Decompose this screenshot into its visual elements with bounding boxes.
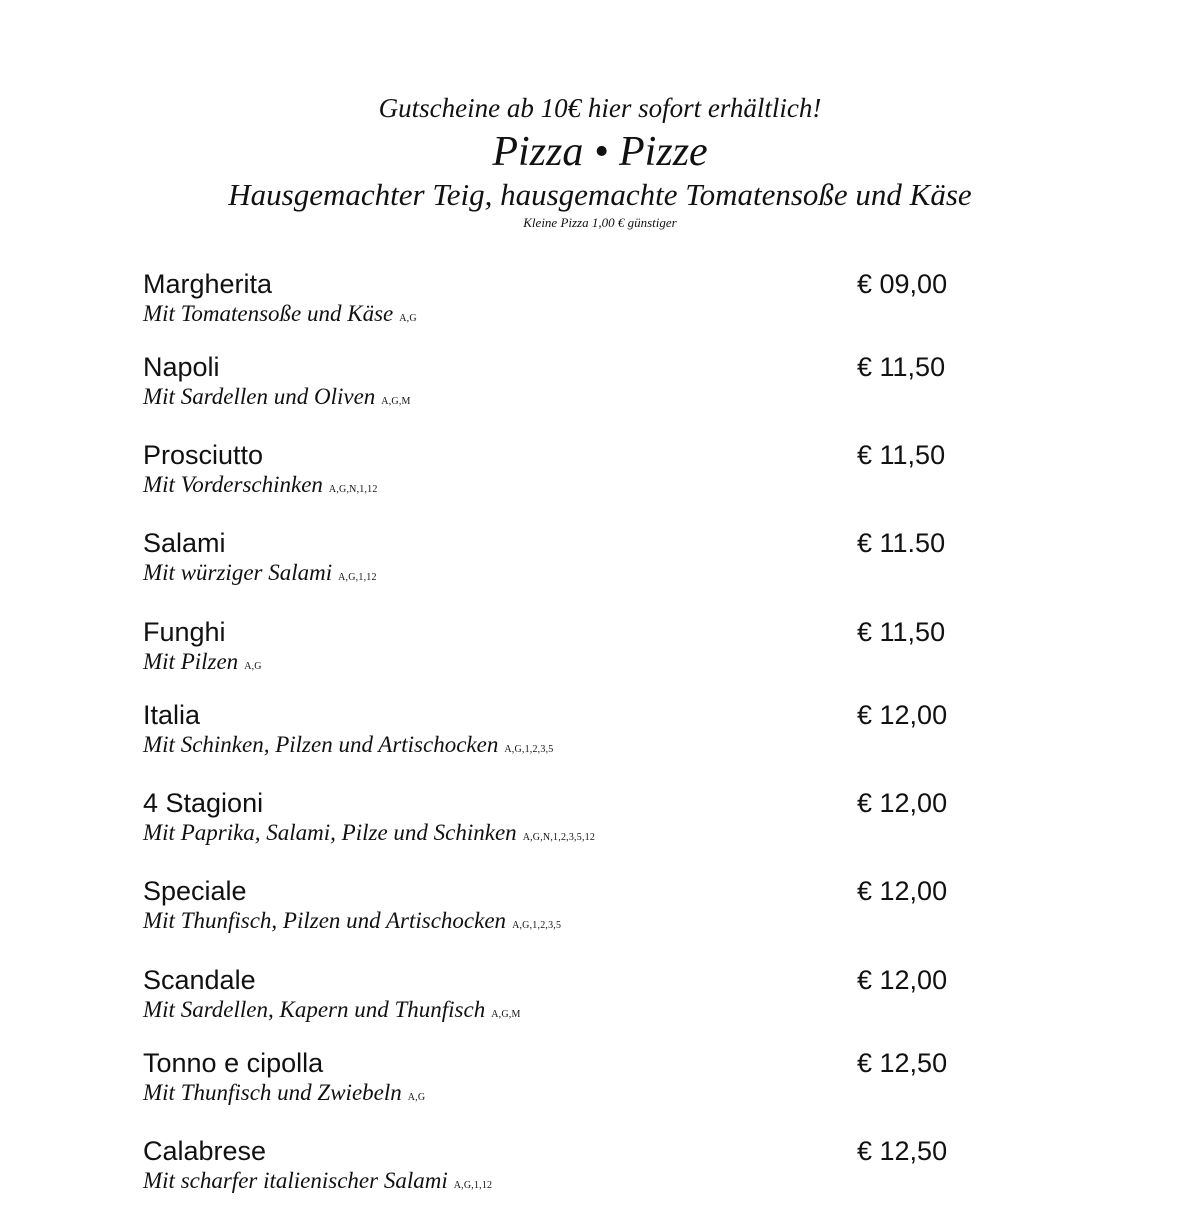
- item-price: € 11,50: [857, 440, 946, 470]
- item-description-text: Mit scharfer italienischer Salami: [143, 1168, 448, 1193]
- item-description: [143, 1079, 425, 1112]
- menu-item: [143, 787, 963, 857]
- item-description-text: Mit Sardellen und Oliven: [143, 384, 376, 409]
- menu-item: [143, 964, 963, 1034]
- item-price: € 11,50: [857, 617, 946, 647]
- item-price: € 11.50: [857, 528, 946, 558]
- item-name: Napoli: [143, 352, 220, 382]
- item-description: [143, 819, 595, 852]
- item-allergens: A,G,N,1,12: [328, 484, 378, 495]
- item-description: [143, 648, 262, 681]
- item-name: Speciale: [143, 876, 247, 906]
- item-description: [143, 907, 561, 940]
- item-allergens: A,G,M: [381, 396, 411, 407]
- item-description: [143, 471, 378, 504]
- item-price: € 12,50: [857, 1136, 948, 1166]
- item-description-text: Mit Vorderschinken: [143, 472, 323, 497]
- item-allergens: A,G,M: [491, 1009, 521, 1020]
- item-name: Scandale: [143, 965, 256, 995]
- item-description-text: Mit Sardellen, Kapern und Thunfisch: [143, 997, 486, 1022]
- menu-item: [143, 439, 963, 509]
- menu-item: [143, 1135, 963, 1205]
- menu-item: [143, 1047, 963, 1117]
- item-allergens: A,G,1,2,3,5: [512, 920, 562, 931]
- item-name: 4 Stagioni: [143, 788, 264, 818]
- item-description: [143, 383, 411, 416]
- small-pizza-note: Kleine Pizza 1,00 € günstiger: [523, 215, 677, 230]
- item-description: [143, 1167, 492, 1200]
- menu-item: [143, 699, 963, 769]
- item-allergens: A,G,N,1,2,3,5,12: [522, 832, 596, 843]
- item-description-text: Mit Pilzen: [143, 649, 239, 674]
- page-subtitle: Hausgemachter Teig, hausgemachte Tomatensoße und Käse: [228, 177, 972, 212]
- item-name: Funghi: [143, 617, 226, 647]
- item-price: € 12,50: [857, 1048, 948, 1078]
- item-name: Italia: [143, 700, 201, 730]
- item-name: Calabrese: [143, 1136, 267, 1166]
- item-price: € 12,00: [857, 700, 948, 730]
- voucher-notice: Gutscheine ab 10€ hier sofort erhältlich!: [378, 93, 822, 123]
- item-name: Prosciutto: [143, 440, 264, 470]
- item-description: [143, 559, 377, 592]
- item-allergens: A,G: [399, 313, 417, 324]
- item-name: Salami: [143, 528, 226, 558]
- item-price: € 12,00: [857, 788, 948, 818]
- item-description: [143, 731, 554, 764]
- menu-item: [143, 527, 963, 597]
- item-description-text: Mit Schinken, Pilzen und Artischocken: [143, 732, 499, 757]
- item-allergens: A,G: [244, 661, 262, 672]
- item-description: [143, 996, 521, 1029]
- menu-item: [143, 616, 963, 686]
- item-description-text: Mit würziger Salami: [143, 560, 333, 585]
- item-allergens: A,G: [407, 1092, 426, 1103]
- item-allergens: A,G,1,2,3,5: [504, 744, 554, 755]
- item-price: € 09,00: [857, 269, 948, 299]
- item-description-text: Mit Paprika, Salami, Pilze und Schinken: [143, 820, 517, 845]
- item-description-text: Mit Thunfisch und Zwiebeln: [143, 1080, 402, 1105]
- item-description-text: Mit Thunfisch, Pilzen und Artischocken: [143, 908, 507, 933]
- item-description-text: Mit Tomatensoße und Käse: [143, 301, 394, 326]
- menu-item: [143, 268, 963, 338]
- item-name: Margherita: [143, 269, 273, 299]
- item-description: [143, 300, 417, 333]
- item-price: € 12,00: [857, 876, 948, 906]
- menu-item: [143, 351, 963, 421]
- item-price: € 11,50: [857, 352, 946, 382]
- item-name: Tonno e cipolla: [143, 1048, 324, 1078]
- item-price: € 12,00: [857, 965, 948, 995]
- menu-item: [143, 875, 963, 945]
- item-allergens: A,G,1,12: [453, 1180, 493, 1191]
- item-allergens: A,G,1,12: [338, 572, 377, 583]
- page-title: Pizza • Pizze: [492, 129, 708, 175]
